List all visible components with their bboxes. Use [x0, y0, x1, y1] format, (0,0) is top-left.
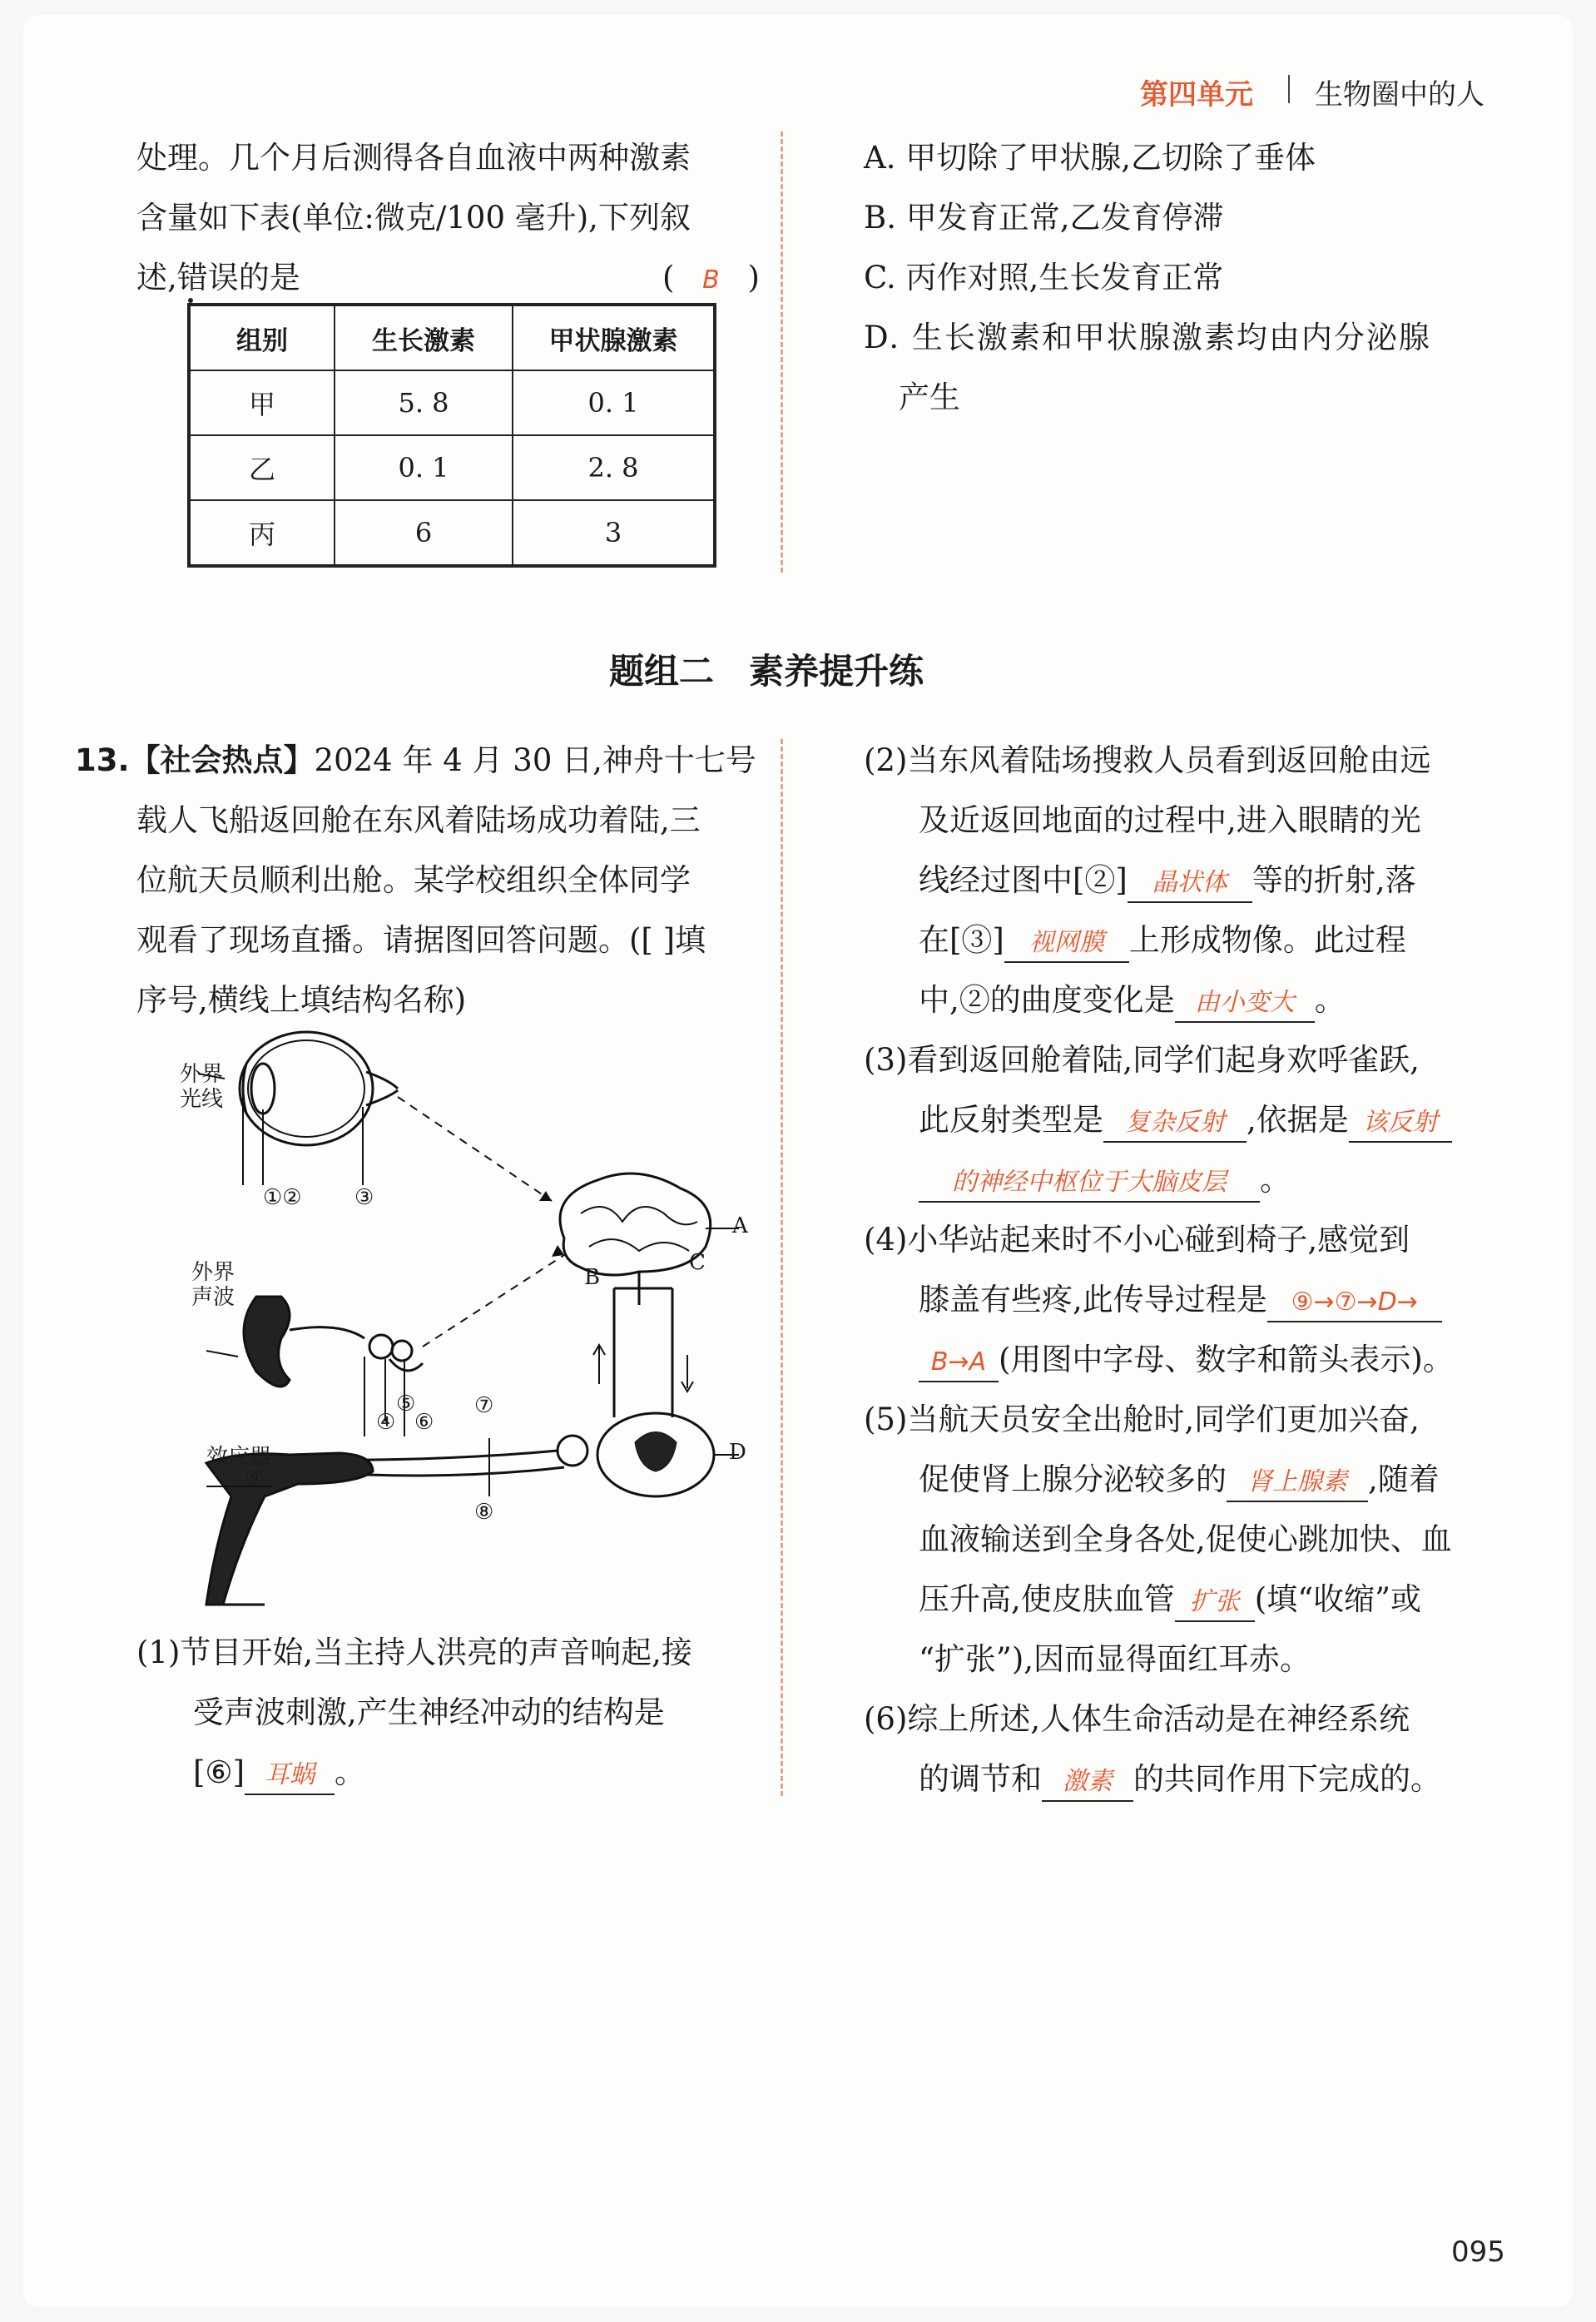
leg-effector-diagram: [206, 1453, 373, 1605]
table-header: 生长激素: [335, 305, 513, 370]
label-outside-sound-1: 外界: [191, 1260, 235, 1285]
eye-diagram: [198, 1032, 398, 1185]
label-outside-light-1: 外界: [180, 1062, 224, 1087]
q12-option-d[interactable]: D. 生长激素和甲状腺激素均由内分泌腺: [864, 320, 1431, 355]
table-cell: 甲: [189, 370, 335, 435]
answer-blank-p5-1[interactable]: 肾上腺素: [1227, 1464, 1368, 1502]
q13-p6-line-1: (6)综上所述,人体生命活动是在神经系统: [864, 1701, 1410, 1737]
label-C: C: [689, 1250, 706, 1275]
answer-blank-p1[interactable]: 耳蜗: [245, 1757, 335, 1795]
table-header-row: [189, 305, 715, 370]
table-header: 组别: [189, 305, 335, 370]
q13-p2-line-5: 中,②的曲度变化是 由小变大 。: [919, 970, 1346, 1030]
label-n4: ④: [376, 1410, 396, 1435]
table-header: 甲状腺激素: [513, 305, 715, 370]
table-cell: 乙: [189, 435, 335, 500]
label-n12: ①②: [263, 1185, 302, 1210]
table-cell: 6: [335, 500, 513, 566]
q12-answer-bracket: ( B ): [662, 248, 760, 310]
label-n5: ⑤: [396, 1392, 416, 1417]
answer-blank-p3-1[interactable]: 复杂反射: [1103, 1104, 1247, 1143]
section-title: 题组二 素养提升练: [609, 651, 924, 692]
q12-option-c[interactable]: C. 丙作对照,生长发育正常: [864, 260, 1224, 295]
q13-intro-line-4: 观看了现场直播。请据图回答问题。([ ]填: [136, 922, 706, 958]
column-divider: [781, 131, 783, 573]
q13-p3-line-3: 的神经中枢位于大脑皮层 。: [919, 1150, 1291, 1210]
table-cell: 丙: [189, 500, 335, 566]
q12-stem-line-1: 处理。几个月后测得各自血液中两种激素: [136, 140, 691, 176]
answer-blank-p2-3[interactable]: 由小变大: [1175, 985, 1315, 1023]
label-outside-light-2: 光线: [180, 1087, 224, 1112]
answer-blank-p2-2[interactable]: 视网膜: [1004, 925, 1129, 963]
q12-stem-line-2: 含量如下表(单位:微克/100 毫升),下列叙: [136, 200, 691, 236]
label-n8: ⑧: [474, 1500, 494, 1525]
nervous-system-figure: [173, 1030, 772, 1630]
q13-intro-line-1: 13.【社会热点】2024 年 4 月 30 日,神舟十七号: [75, 742, 756, 778]
q13-intro-line-5: 序号,横线上填结构名称): [136, 982, 467, 1018]
answer-blank-p2-1[interactable]: 晶状体: [1128, 865, 1252, 903]
q13-p2-line-2: 及近返回地面的过程中,进入眼睛的光: [919, 802, 1421, 838]
table-cell: 0. 1: [513, 370, 715, 435]
unit-label: 第四单元: [1140, 78, 1253, 112]
answer-blank-p6-1[interactable]: 激素: [1042, 1764, 1133, 1802]
q13-p2-line-4: 在[③] 视网膜 上形成物像。此过程: [919, 910, 1406, 970]
q13-tag: 【社会热点】: [129, 742, 315, 778]
table-cell: 5. 8: [335, 370, 513, 435]
label-n6: ⑥: [414, 1410, 434, 1435]
answer-blank-p4-2[interactable]: B→A: [919, 1344, 999, 1382]
q13-p4-line-3: B→A (用图中字母、数字和箭头表示)。: [919, 1330, 1454, 1390]
answer-blank-p3-2a[interactable]: 该反射: [1349, 1104, 1452, 1143]
q13-p4-line-1: (4)小华站起来时不小心碰到椅子,感觉到: [864, 1222, 1410, 1258]
table-cell: 0. 1: [335, 435, 513, 500]
answer-blank-p3-2b[interactable]: 的神经中枢位于大脑皮层: [919, 1164, 1260, 1203]
chapter-title: 生物圈中的人: [1315, 78, 1484, 112]
q13-p2-line-3: 线经过图中[②] 晶状体 等的折射,落: [919, 851, 1416, 910]
q13-number: 13.: [75, 742, 130, 778]
label-n7: ⑦: [474, 1393, 494, 1418]
q12-option-b[interactable]: B. 甲发育正常,乙发育停滞: [864, 200, 1224, 236]
q12-option-d-cont: 产生: [899, 380, 960, 415]
label-outside-sound-2: 声波: [191, 1285, 235, 1310]
q13-p3-line-1: (3)看到返回舱着陆,同学们起身欢呼雀跃,: [864, 1042, 1420, 1078]
hormone-table: [187, 303, 716, 568]
table-row: [189, 500, 715, 566]
header-divider: [1288, 75, 1290, 103]
q13-p6-line-2: 的调节和 激素 的共同作用下完成的。: [919, 1749, 1441, 1809]
q12-answer: B: [702, 265, 720, 295]
q13-p5-line-4: 压升高,使皮肤血管 扩张 (填“收缩”或: [919, 1570, 1421, 1630]
q13-p5-line-2: 促使肾上腺分泌较多的 肾上腺素 ,随着: [919, 1450, 1440, 1510]
q13-p4-line-2: 膝盖有些疼,此传导过程是 ⑨→⑦→D→: [919, 1270, 1442, 1330]
table-cell: 2. 8: [513, 435, 715, 500]
q13-intro-line-3: 位航天员顺利出舱。某学校组织全体同学: [136, 862, 691, 898]
label-B: B: [584, 1265, 601, 1290]
q12-option-a[interactable]: A. 甲切除了甲状腺,乙切除了垂体: [864, 140, 1316, 176]
label-A: A: [732, 1213, 748, 1238]
label-n9: ⑨: [245, 1466, 265, 1491]
q13-p1-line-1: (1)节目开始,当主持人洪亮的声音响起,接: [136, 1635, 692, 1670]
q13-p5-line-1: (5)当航天员安全出舱时,同学们更加兴奋,: [864, 1402, 1420, 1437]
q13-intro-line-2: 载人飞船返回舱在东风着陆场成功着陆,三: [136, 802, 701, 838]
label-n3: ③: [354, 1185, 374, 1210]
answer-blank-p4-1[interactable]: ⑨→⑦→D→: [1267, 1284, 1442, 1322]
q12-stem-line-3: 述,错误的是: [136, 260, 300, 295]
table-cell: 3: [513, 500, 715, 566]
q13-p1-line-3: [⑥] 耳蜗 。: [193, 1743, 365, 1803]
page-number: 095: [1451, 2235, 1505, 2269]
table-row: [189, 435, 715, 500]
q13-p5-line-3: 血液输送到全身各处,促使心跳加快、血: [919, 1521, 1452, 1557]
table-row: [189, 370, 715, 435]
label-effector: 效应器: [206, 1445, 272, 1470]
label-D: D: [729, 1440, 746, 1465]
q13-p1-line-2: 受声波刺激,产生神经冲动的结构是: [193, 1694, 665, 1730]
column-divider-2: [781, 739, 783, 1796]
q13-p5-line-5: “扩张”),因而显得面红耳赤。: [919, 1641, 1311, 1677]
q13-p3-line-2: 此反射类型是 复杂反射 ,依据是 该反射: [919, 1090, 1452, 1150]
answer-blank-p5-2[interactable]: 扩张: [1175, 1584, 1255, 1622]
q13-p2-line-1: (2)当东风着陆场搜救人员看到返回舱由远: [864, 742, 1431, 778]
page: [23, 15, 1573, 2307]
